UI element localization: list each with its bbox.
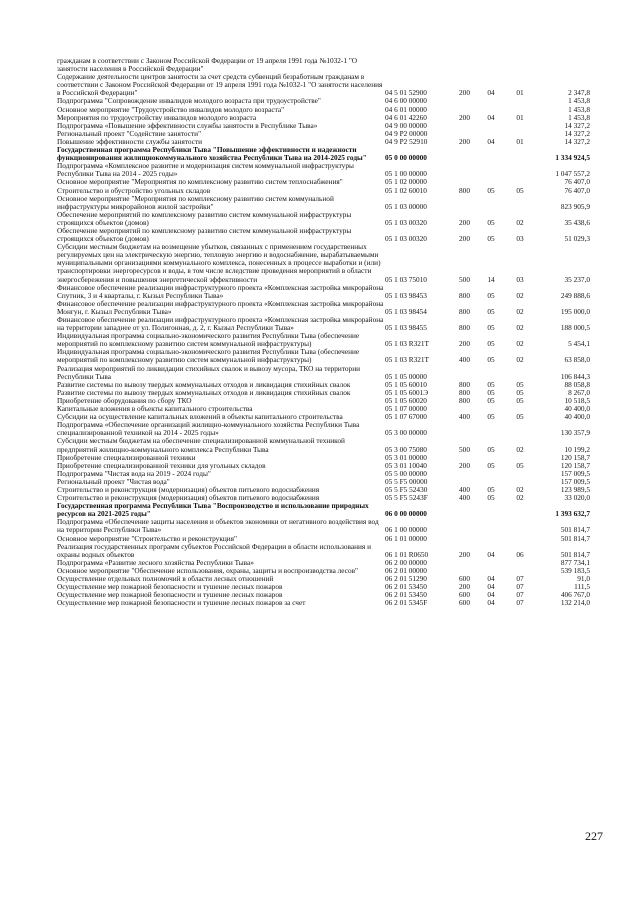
row-pr-cell: 02	[516, 484, 524, 494]
row-sum-cell: 188 000,5	[560, 323, 590, 333]
row-code-cell: 05 5 F5 00000	[385, 476, 428, 486]
row-name-cell: Государственная программа Республики Тыва "Повышение эффективности и надежности функционирования жилищнокоммунального хозяйства Республики Тыва на 2014-2025 годы"	[57, 145, 367, 163]
row-rz-cell	[477, 421, 505, 437]
row-sum-cell: 2 347,8	[568, 88, 590, 98]
row-pr-cell	[505, 146, 535, 162]
table-row	[57, 365, 590, 381]
row-rz-cell	[477, 470, 505, 478]
row-kvr-cell: 800	[459, 306, 470, 316]
table-row	[57, 300, 590, 316]
row-kvr-cell: 400	[459, 412, 470, 422]
row-rz-cell	[477, 535, 505, 543]
row-name-cell: Осуществление мер пожарной безопасности и тушение лесных пожаров	[57, 590, 283, 600]
row-name-cell: Содержание деятельности центров занятости за счет средств субвенций безработным гражданам в соответствии с Законом Российской Федерации от 19 апреля 1991 года №1032-1 "О занятости населения в Российской Федерации"	[57, 72, 383, 98]
row-rz-cell: 05	[487, 323, 495, 333]
table-row	[57, 195, 590, 211]
row-sum-cell: 8 267,0	[568, 387, 590, 397]
row-code-cell: 05 1 03 R321T	[385, 339, 429, 349]
row-sum-cell: 249 888,6	[560, 290, 590, 300]
row-code-cell: 05 1 02 00000	[385, 177, 427, 187]
row-kvr-cell: 500	[459, 274, 470, 284]
row-rz-cell	[477, 162, 505, 178]
row-pr-cell	[505, 97, 535, 105]
row-sum-cell: 1 047 557,2	[555, 169, 590, 179]
row-code-cell: 05 5 F5 5243F	[385, 493, 428, 503]
row-kvr-cell	[452, 97, 477, 105]
row-pr-cell: 05	[516, 387, 524, 397]
row-sum-cell: 5 454,1	[568, 339, 590, 349]
table-row	[57, 227, 590, 243]
row-rz-cell: 05	[487, 306, 495, 316]
row-rz-cell: 05	[487, 460, 495, 470]
row-sum-cell: 120 158,7	[560, 460, 590, 470]
row-pr-cell: 01	[516, 112, 524, 122]
row-kvr-cell: 200	[459, 549, 470, 559]
table-row	[57, 316, 590, 332]
row-code-cell: 06 1 01 00000	[385, 533, 427, 543]
row-pr-cell	[505, 162, 535, 178]
row-code-cell: 05 0 00 00000	[385, 153, 427, 163]
row-name-cell: Финансовое обеспечение реализации инфраструктурного проекта «Комплексная застройка микрорайона Спутник, 3 и 4 кварталы, г. Кызыл Республики Тыва»	[57, 282, 384, 300]
row-pr-cell	[505, 122, 535, 130]
row-sum-cell: 823 905,9	[560, 201, 590, 211]
row-rz-cell: 04	[487, 598, 495, 608]
row-kvr-cell: 600	[459, 598, 470, 608]
row-code-cell: 05 1 05 60010	[385, 379, 427, 389]
row-code-cell: 05 1 03 75010	[385, 274, 427, 284]
row-sum-cell: 10 518,5	[564, 395, 590, 405]
row-code-cell: 05 3 01 10040	[385, 460, 427, 470]
row-name-cell: Реализация мероприятий по ликвидации стихийных свалок и вывозу мусора, ТКО на территории Республики Тыва	[57, 363, 361, 381]
row-rz-cell	[477, 97, 505, 105]
row-kvr-cell: 600	[459, 590, 470, 600]
row-name-cell: Субсидии местным бюджетам на возмещение убытков, связанных с применением государственных регулируемых цен на электрическую энергию, тепловую энергию и водоснабжение, вырабатываемыми муниципальными организациями коммунального комплекса, понесенных в процессе выработки и (или) транспортировки энергоресурсов и воды, в том числе вследствие проведения мероприятий в области энергосбережения и повышения энергетической эффективности	[57, 242, 381, 284]
row-rz-cell: 05	[487, 493, 495, 503]
row-name-cell: Основное мероприятие "Строительство и реконструкция"	[57, 533, 238, 543]
row-kvr-cell	[452, 146, 477, 162]
row-kvr-cell: 200	[459, 234, 470, 244]
row-code-cell: 05 1 03 00320	[385, 234, 427, 244]
row-rz-cell: 04	[487, 582, 495, 592]
row-sum-cell: 1 453,8	[568, 96, 590, 106]
row-pr-cell: 05	[516, 460, 524, 470]
row-rz-cell	[477, 518, 505, 534]
table-row	[57, 284, 590, 300]
row-code-cell: 06 1 00 00000	[385, 525, 427, 535]
row-pr-cell: 07	[516, 574, 524, 583]
row-kvr-cell: 400	[459, 484, 470, 494]
row-kvr-cell	[452, 122, 477, 130]
row-name-cell: Субсидии на осуществление капитальных вложений в объекты капитального строительства	[57, 412, 343, 422]
row-code-cell: 04 6 01 42260	[385, 112, 427, 122]
row-pr-cell: 05	[516, 185, 524, 195]
row-code-cell: 05 1 03 98454	[385, 306, 427, 316]
row-pr-cell	[505, 57, 535, 73]
row-sum-cell: 132 214,0	[560, 598, 590, 608]
row-name-cell: Региональный проект "Чистая вода"	[57, 476, 170, 486]
row-rz-cell: 04	[487, 88, 495, 98]
row-name-cell: Финансовое обеспечение реализации инфраструктурного проекта «Комплексная застройка микрорайона Монгун, г. Кызыл Республики Тыва»	[57, 298, 384, 316]
row-code-cell: 05 1 02 60010	[385, 185, 427, 195]
row-kvr-cell	[452, 365, 477, 381]
row-pr-cell: 05	[516, 412, 524, 422]
row-name-cell: Реализация государственных программ субъектов Российской Федерации в области использования и охраны водных объектов	[57, 541, 372, 559]
row-kvr-cell: 400	[459, 355, 470, 365]
row-sum-cell: 195 000,0	[560, 306, 590, 316]
row-code-cell: 05 1 07 00000	[385, 404, 427, 414]
row-kvr-cell	[452, 518, 477, 534]
row-rz-cell	[477, 559, 505, 567]
row-pr-cell: 01	[516, 136, 524, 146]
table-row	[57, 421, 590, 437]
row-sum-cell: 501 814,7	[560, 525, 590, 535]
row-sum-cell: 501 814,7	[560, 533, 590, 543]
row-kvr-cell: 800	[459, 323, 470, 333]
row-kvr-cell	[452, 421, 477, 437]
row-name-cell: Повышение эффективности службы занятости	[57, 136, 203, 146]
row-rz-cell	[477, 195, 505, 211]
row-rz-cell: 14	[487, 274, 495, 284]
row-pr-cell	[505, 559, 535, 567]
row-name-cell: Региональный проект "Содействие занятости"	[57, 128, 202, 138]
row-code-cell: 05 1 03 98455	[385, 323, 427, 333]
row-pr-cell: 03	[516, 234, 524, 244]
row-rz-cell: 05	[487, 484, 495, 494]
row-kvr-cell	[452, 162, 477, 178]
row-code-cell	[385, 57, 452, 73]
row-sum-cell: 123 989,5	[560, 484, 590, 494]
row-code-cell: 04 9 P2 52910	[385, 136, 428, 146]
row-pr-cell: 02	[516, 355, 524, 365]
row-pr-cell	[505, 365, 535, 381]
table-row	[57, 57, 590, 73]
row-sum-cell: 14 327,2	[564, 128, 590, 138]
row-name-cell: Субсидии местным бюджетам на обеспечение специализированной коммунальной техникой предприятий жилищно-коммунального комплекса Республики Тыва	[57, 436, 345, 454]
row-sum-cell: 120 158,7	[560, 452, 590, 462]
row-pr-cell: 02	[516, 323, 524, 333]
row-kvr-cell	[452, 535, 477, 543]
row-name-cell: Осуществление отдельных полномочий в области лесных отношений	[57, 574, 274, 583]
row-rz-cell: 05	[487, 379, 495, 389]
row-pr-cell: 01	[516, 88, 524, 98]
row-name-cell: Индивидуальная программа социально-экономического развития Республики Тыва (обеспечение мероприятий по комплексному развитию систем коммунальной инфраструктуры)	[57, 347, 360, 365]
row-sum-cell: 1 453,8	[568, 112, 590, 122]
row-name-cell: Индивидуальная программа социально-экономического развития Республики Тыва (обеспечение мероприятий по комплексному развитию систем коммунальной инфраструктуры)	[57, 331, 360, 349]
row-rz-cell: 05	[487, 412, 495, 422]
row-name-cell: Строительство и реконструкция (модернизация) объектов питьевого водоснабжения	[57, 493, 320, 503]
row-code-cell: 04 5 01 52900	[385, 88, 427, 98]
row-rz-cell: 05	[487, 217, 495, 227]
row-name-cell: Развитие системы по вывозу твердых коммунальных отходов и ликвидация стихийных свалок	[57, 379, 351, 389]
row-name-cell: Капитальные вложения в объекты капитального строительства	[57, 404, 253, 414]
row-name-cell: Подпрограмма "Чистая вода на 2019 - 2024 годы"	[57, 468, 211, 478]
row-name-cell: Обеспечение мероприятий по комплексному развитию систем коммунальной инфраструктуры строящихся объектов (домов)	[57, 225, 352, 244]
row-sum-cell: 539 183,5	[560, 565, 590, 575]
row-kvr-cell: 800	[459, 290, 470, 300]
row-name-cell: Подпрограмма «Обеспечение защиты населения и объектов экономики от негативного воздействия вод на территории Республики Тыва»	[57, 517, 379, 535]
row-code-cell: 06 2 01 5345F	[385, 598, 428, 608]
row-rz-cell: 05	[487, 387, 495, 397]
row-sum-cell: 88 058,8	[564, 379, 590, 389]
row-pr-cell: 07	[516, 590, 524, 600]
row-pr-cell: 03	[516, 274, 524, 284]
row-sum-cell: 10 199,2	[564, 444, 590, 454]
row-code-cell: 04 6 01 00000	[385, 104, 427, 114]
row-sum-cell	[535, 57, 590, 73]
row-name-cell: Основное мероприятие "Обеспечение использования, охраны, защиты и воспроизводства лесов"	[57, 565, 359, 575]
row-code-cell: 06 2 01 53450	[385, 590, 427, 600]
budget-table	[57, 57, 590, 607]
row-code-cell: 05 3 00 00000	[385, 428, 427, 438]
row-kvr-cell: 600	[459, 574, 470, 583]
row-kvr-cell: 800	[459, 395, 470, 405]
row-pr-cell	[505, 421, 535, 437]
row-sum-cell: 76 407,0	[564, 177, 590, 187]
row-sum-cell: 33 020,0	[564, 493, 590, 503]
row-rz-cell: 04	[487, 136, 495, 146]
row-code-cell: 05 1 05 00000	[385, 371, 427, 381]
table-row	[57, 211, 590, 227]
row-pr-cell: 05	[516, 395, 524, 405]
row-rz-cell: 05	[487, 339, 495, 349]
row-rz-cell	[477, 502, 505, 518]
row-code-cell: 04 9 P2 00000	[385, 128, 428, 138]
row-sum-cell: 1 453,8	[568, 104, 590, 114]
row-code-cell: 05 1 07 67000	[385, 412, 427, 422]
row-name-cell: Подпрограмма "Сопровождение инвалидов молодого возраста при трудоустройстве"	[57, 96, 321, 106]
row-rz-cell: 04	[487, 590, 495, 600]
row-sum-cell: 63 858,0	[564, 355, 590, 365]
row-code-cell: 05 1 00 00000	[385, 169, 427, 179]
row-sum-cell: 40 400,0	[564, 412, 590, 422]
row-code-cell: 06 2 01 51290	[385, 574, 427, 583]
row-rz-cell: 04	[487, 112, 495, 122]
row-rz-cell	[477, 57, 505, 73]
row-sum-cell: 130 357,9	[560, 428, 590, 438]
row-code-cell: 05 5 F5 52430	[385, 484, 428, 494]
row-rz-cell: 04	[487, 549, 495, 559]
row-sum-cell: 111,5	[574, 582, 590, 592]
row-pr-cell: 06	[516, 549, 524, 559]
row-sum-cell: 91,0	[577, 574, 590, 583]
row-code-cell: 06 2 01 53450	[385, 582, 427, 592]
row-sum-cell: 106 844,3	[560, 371, 590, 381]
row-kvr-cell: 500	[459, 444, 470, 454]
row-code-cell: 05 3 00 75080	[385, 444, 427, 454]
row-code-cell: 05 1 03 98453	[385, 290, 427, 300]
row-kvr-cell	[452, 559, 477, 567]
row-name-cell: Строительство и обустройство угольных складов	[57, 185, 211, 195]
table-row	[57, 599, 590, 607]
row-rz-cell	[477, 365, 505, 381]
row-rz-cell: 04	[487, 574, 495, 583]
row-name-cell: Финансовое обеспечение реализации инфраструктурного проекта «Комплексная застройка микрорайона на территории западнее от ул. Полигонная, д. 2, г. Кызыл Республики Тыва»	[57, 315, 384, 333]
row-kvr-cell: 200	[459, 217, 470, 227]
row-kvr-cell: 200	[459, 136, 470, 146]
row-rz-cell: 05	[487, 185, 495, 195]
table-row	[57, 348, 590, 364]
table-row	[57, 243, 590, 283]
row-kvr-cell: 200	[459, 112, 470, 122]
row-name-cell: Приобретение оборудования по сбору ТКО	[57, 395, 192, 405]
row-kvr-cell: 200	[459, 460, 470, 470]
row-sum-cell: 877 734,1	[560, 557, 590, 567]
row-name-cell: Основное мероприятие "Мероприятия по комплексному развитию систем теплоснабжения"	[57, 177, 343, 187]
row-pr-cell: 07	[516, 582, 524, 592]
row-name-cell: Развитие системы по вывозу твердых коммунальных отходов и ликвидация стихийных свалок	[57, 387, 351, 397]
table-row	[57, 162, 590, 178]
row-pr-cell	[505, 535, 535, 543]
row-kvr-cell	[452, 502, 477, 518]
row-rz-cell: 05	[487, 234, 495, 244]
row-name-cell: Осуществление мер пожарной безопасности и тушение лесных пожаров за счет	[57, 598, 306, 608]
row-sum-cell: 1 334 924,5	[555, 153, 590, 163]
row-rz-cell	[477, 146, 505, 162]
row-name-cell: Государственная программа Республики Тыва "Воспроизводство и использование природных ресурсов на 2021-2025 годы"	[57, 501, 369, 519]
table-row	[57, 73, 590, 97]
row-kvr-cell: 800	[459, 379, 470, 389]
row-sum-cell: 1 393 632,7	[555, 509, 590, 519]
row-code-cell: 06 2 00 00000	[385, 557, 427, 567]
row-code-cell: 05 1 05 6001Э	[385, 387, 429, 397]
row-pr-cell: 02	[516, 306, 524, 316]
row-pr-cell: 05	[516, 379, 524, 389]
row-rz-cell: 05	[487, 444, 495, 454]
row-sum-cell: 157 009,5	[560, 468, 590, 478]
row-code-cell: 04 6 00 00000	[385, 96, 427, 106]
row-name-cell: Мероприятия по трудоустройству инвалидов молодого возраста	[57, 112, 257, 122]
row-name-cell: Подпрограмма «Обеспечение организаций жилищно-коммунального хозяйства Республики Тыва специализированной техникой на 2014 - 2025 годы»	[57, 420, 360, 438]
table-row	[57, 332, 590, 348]
row-sum-cell: 14 327,2	[564, 136, 590, 146]
row-name-cell: Приобретение специализированной техники для угольных складов	[57, 460, 266, 470]
row-pr-cell	[505, 502, 535, 518]
row-kvr-cell: 200	[459, 582, 470, 592]
row-pr-cell: 02	[516, 493, 524, 503]
row-name-cell: Подпрограмма «Комплексное развитие и модернизация систем коммунальной инфраструктуры Республики Тыва на 2014 - 2025 годы»	[57, 161, 354, 179]
row-rz-cell: 05	[487, 395, 495, 405]
row-name-cell: Обеспечение мероприятий по комплексному развитию систем коммунальной инфраструктуры строящихся объектов (домов)	[57, 209, 352, 227]
row-name-cell: Подпрограмма «Развитие лесного хозяйства Республики Тыва»	[57, 557, 254, 567]
page-number: 227	[585, 829, 603, 843]
row-pr-cell: 02	[516, 290, 524, 300]
row-kvr-cell: 400	[459, 493, 470, 503]
row-code-cell: 04 9 00 00000	[385, 120, 427, 130]
row-pr-cell: 02	[516, 339, 524, 349]
row-sum-cell: 35 237,0	[564, 274, 590, 284]
row-pr-cell	[505, 195, 535, 211]
row-code-cell: 05 1 03 R321T	[385, 355, 429, 365]
table-row	[57, 502, 590, 518]
row-pr-cell: 02	[516, 217, 524, 227]
row-name-cell: Основное мероприятие "Мероприятия по комплексному развитию систем коммунальной инфраструктуры микрорайонов жилой застройки"	[57, 193, 334, 211]
row-name-cell: Строительство и реконструкция (модернизация) объектов питьевого водоснабжения	[57, 484, 320, 494]
row-code-cell: 05 1 03 00320	[385, 217, 427, 227]
row-sum-cell: 35 438,6	[564, 217, 590, 227]
row-kvr-cell	[452, 470, 477, 478]
row-kvr-cell	[452, 195, 477, 211]
row-code-cell: 06 0 00 00000	[385, 509, 427, 519]
row-sum-cell: 14 327,2	[564, 120, 590, 130]
row-name-cell: Подпрограмма «Повышение эффективности службы занятости в Республике Тыва»	[57, 120, 318, 130]
row-sum-cell: 157 009,5	[560, 476, 590, 486]
row-rz-cell: 05	[487, 355, 495, 365]
row-code-cell: 05 1 05 60020	[385, 395, 427, 405]
row-kvr-cell: 800	[459, 185, 470, 195]
row-name-cell: Приобретение специализированной техники	[57, 452, 196, 462]
row-sum-cell: 51 029,3	[564, 234, 590, 244]
row-code-cell: 05 5 00 00000	[385, 468, 427, 478]
row-name-cell: гражданам в соответствии с Законом Российской Федерации от 19 апреля 1991 года №1032-1 "О занятости населения в Российской Федерации"	[57, 56, 358, 74]
row-pr-cell	[505, 470, 535, 478]
row-code-cell: 06 2 01 00000	[385, 565, 427, 575]
row-code-cell: 05 1 03 00000	[385, 201, 427, 211]
row-kvr-cell: 200	[459, 339, 470, 349]
row-code-cell: 06 1 01 R0650	[385, 549, 429, 559]
table-row	[57, 543, 590, 559]
row-pr-cell: 02	[516, 444, 524, 454]
row-name-cell: Основное мероприятие "Трудоустройство инвалидов молодого возраста"	[57, 104, 285, 114]
row-kvr-cell: 800	[459, 387, 470, 397]
row-kvr-cell: 200	[459, 88, 470, 98]
row-pr-cell: 07	[516, 598, 524, 608]
row-name-cell: Осуществление мер пожарной безопасности и тушение лесных пожаров	[57, 582, 283, 592]
table-row	[57, 437, 590, 453]
table-row	[57, 146, 590, 162]
row-pr-cell	[505, 518, 535, 534]
row-sum-cell: 40 400,0	[564, 404, 590, 414]
row-rz-cell: 05	[487, 290, 495, 300]
row-sum-cell: 406 767,0	[560, 590, 590, 600]
row-sum-cell: 501 814,7	[560, 549, 590, 559]
budget-table-body	[57, 57, 590, 607]
row-kvr-cell	[452, 57, 477, 73]
row-code-cell: 05 3 01 00000	[385, 452, 427, 462]
table-row	[57, 518, 590, 534]
row-rz-cell	[477, 122, 505, 130]
row-sum-cell: 76 407,0	[564, 185, 590, 195]
